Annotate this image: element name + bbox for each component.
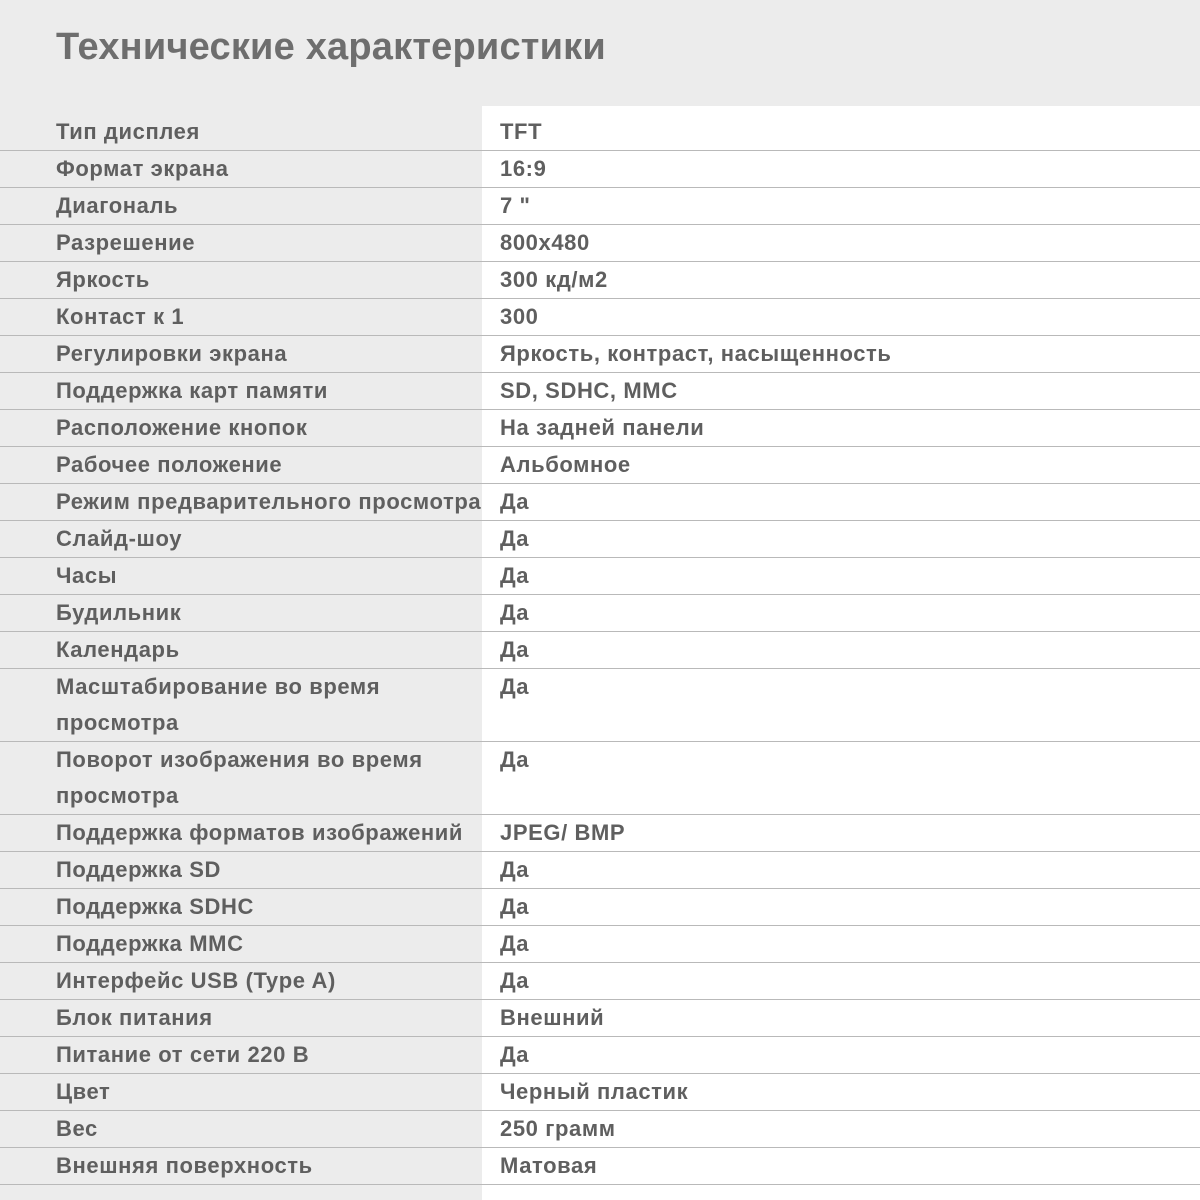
spec-value: JPEG/ BMP bbox=[500, 820, 626, 845]
spec-value: Да bbox=[500, 894, 530, 919]
spec-row bbox=[0, 852, 1200, 889]
spec-row bbox=[0, 889, 1200, 926]
spec-value: 300 кд/м2 bbox=[500, 267, 608, 292]
spec-label: Питание от сети 220 В bbox=[56, 1042, 310, 1067]
spec-row bbox=[0, 299, 1200, 336]
spec-value: Да bbox=[500, 563, 530, 588]
spec-value: Да bbox=[500, 526, 530, 551]
spec-label: Поддержка карт памяти bbox=[56, 378, 329, 403]
spec-row bbox=[0, 373, 1200, 410]
spec-label: Регулировки экрана bbox=[56, 341, 288, 366]
spec-row bbox=[0, 336, 1200, 373]
spec-label: Режим предварительного просмотра bbox=[56, 489, 482, 514]
spec-label: Внешняя поверхность bbox=[56, 1153, 313, 1178]
spec-value: 7 " bbox=[500, 193, 531, 218]
spec-row bbox=[0, 114, 1200, 151]
spec-row bbox=[0, 447, 1200, 484]
spec-row bbox=[0, 963, 1200, 1000]
spec-label: Интерфейс USB (Type A) bbox=[56, 968, 336, 993]
spec-row bbox=[0, 815, 1200, 852]
spec-row bbox=[0, 225, 1200, 262]
spec-value: 250 грамм bbox=[500, 1116, 616, 1141]
spec-value: Да bbox=[500, 747, 530, 772]
spec-label: Тип дисплея bbox=[56, 119, 200, 144]
spec-label: Диагональ bbox=[56, 193, 179, 218]
spec-label: Рабочее положение bbox=[56, 452, 283, 477]
spec-label: Календарь bbox=[56, 637, 180, 662]
spec-row bbox=[0, 1111, 1200, 1148]
spec-row bbox=[0, 1037, 1200, 1074]
spec-row bbox=[0, 558, 1200, 595]
spec-value: Да bbox=[500, 857, 530, 882]
spec-value: Матовая bbox=[500, 1153, 598, 1178]
spec-label: Контаст к 1 bbox=[56, 304, 185, 329]
spec-label: Вес bbox=[56, 1116, 98, 1141]
spec-label: Блок питания bbox=[56, 1005, 213, 1030]
spec-label: Формат экрана bbox=[56, 156, 229, 181]
spec-row bbox=[0, 188, 1200, 225]
spec-value: Да bbox=[500, 1042, 530, 1067]
spec-value: На задней панели bbox=[500, 415, 705, 440]
spec-row bbox=[0, 262, 1200, 299]
spec-value: Да bbox=[500, 968, 530, 993]
spec-table bbox=[0, 114, 1200, 1185]
spec-row bbox=[0, 410, 1200, 447]
spec-value: Черный пластик bbox=[500, 1079, 689, 1104]
spec-row bbox=[0, 669, 1200, 742]
spec-label: Расположение кнопок bbox=[56, 415, 308, 440]
spec-label: Поддержка форматов изображений bbox=[56, 820, 464, 845]
spec-value: SD, SDHC, MMC bbox=[500, 378, 678, 403]
spec-row bbox=[0, 926, 1200, 963]
spec-row bbox=[0, 742, 1200, 815]
spec-row bbox=[0, 1000, 1200, 1037]
spec-label: Разрешение bbox=[56, 230, 196, 255]
spec-row bbox=[0, 1074, 1200, 1111]
spec-value: Да bbox=[500, 600, 530, 625]
spec-row bbox=[0, 1148, 1200, 1185]
spec-value: TFT bbox=[500, 119, 543, 144]
spec-value: Внешний bbox=[500, 1005, 605, 1030]
header-band bbox=[0, 0, 1200, 106]
spec-row bbox=[0, 151, 1200, 188]
spec-value: 16:9 bbox=[500, 156, 547, 181]
spec-value: Да bbox=[500, 489, 530, 514]
spec-label: Слайд-шоу bbox=[56, 526, 183, 551]
spec-row bbox=[0, 521, 1200, 558]
spec-label: Поворот изображения во время просмотра bbox=[56, 747, 423, 808]
spec-value: Да bbox=[500, 931, 530, 956]
spec-value: 300 bbox=[500, 304, 539, 329]
spec-label: Поддержка MMC bbox=[56, 931, 244, 956]
spec-label: Масштабирование во время просмотра bbox=[56, 674, 381, 735]
spec-value: Яркость, контраст, насыщенность bbox=[500, 341, 892, 366]
spec-row bbox=[0, 484, 1200, 521]
page-title: Технические характеристики bbox=[56, 26, 606, 68]
spec-row bbox=[0, 595, 1200, 632]
spec-value: 800x480 bbox=[500, 230, 590, 255]
spec-value: Да bbox=[500, 637, 530, 662]
spec-label: Цвет bbox=[56, 1079, 111, 1104]
spec-row bbox=[0, 632, 1200, 669]
spec-value: Альбомное bbox=[500, 452, 631, 477]
spec-label: Поддержка SD bbox=[56, 857, 221, 882]
spec-label: Часы bbox=[56, 563, 118, 588]
spec-label: Яркость bbox=[56, 267, 150, 292]
spec-value: Да bbox=[500, 674, 530, 699]
spec-label: Будильник bbox=[56, 600, 182, 625]
spec-label: Поддержка SDHC bbox=[56, 894, 254, 919]
